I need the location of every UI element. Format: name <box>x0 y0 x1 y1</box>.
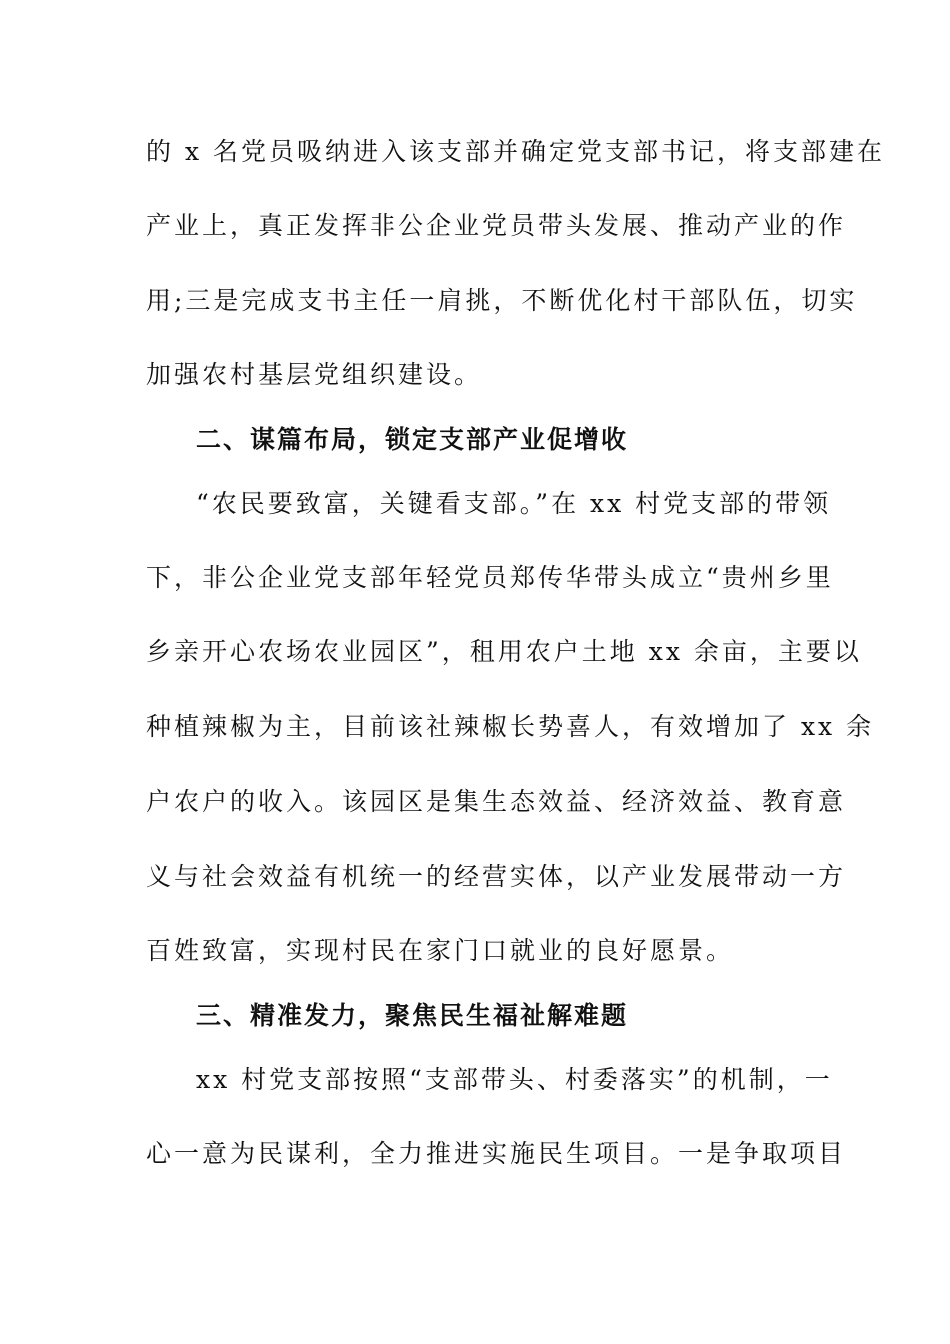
paragraph-line: 产业上，真正发挥非公企业党员带头发展、推动产业的作 <box>146 211 847 240</box>
paragraph-line: 百姓致富，实现村民在家门口就业的良好愿景。 <box>146 936 735 965</box>
paragraph-line: 心一意为民谋利，全力推进实施民生项目。一是争取项目 <box>146 1139 847 1168</box>
paragraph-line: xx 村党支部按照“支部带头、村委落实”的机制，一 <box>196 1065 833 1094</box>
paragraph-line: 乡亲开心农场农业园区”，租用农户土地 xx 余亩，主要以 <box>146 637 862 666</box>
paragraph-line: 户农户的收入。该园区是集生态效益、经济效益、教育意 <box>146 787 847 816</box>
paragraph-line: 下，非公企业党支部年轻党员郑传华带头成立“贵州乡里 <box>146 563 834 592</box>
paragraph-line: 加强农村基层党组织建设。 <box>146 360 483 389</box>
paragraph-line: 用;三是完成支书主任一肩挑，不断优化村干部队伍，切实 <box>146 286 858 315</box>
section-heading: 二、谋篇布局，锁定支部产业促增收 <box>196 425 629 454</box>
paragraph-line: “农民要致富，关键看支部。”在 xx 村党支部的带领 <box>196 489 832 518</box>
paragraph-line: 义与社会效益有机统一的经营实体，以产业发展带动一方 <box>146 862 847 891</box>
paragraph-line: 种植辣椒为主，目前该社辣椒长势喜人，有效增加了 xx 余 <box>146 712 875 741</box>
section-heading: 三、精准发力，聚焦民生福祉解难题 <box>196 1001 629 1030</box>
paragraph-line: 的 x 名党员吸纳进入该支部并确定党支部书记，将支部建在 <box>146 137 885 166</box>
